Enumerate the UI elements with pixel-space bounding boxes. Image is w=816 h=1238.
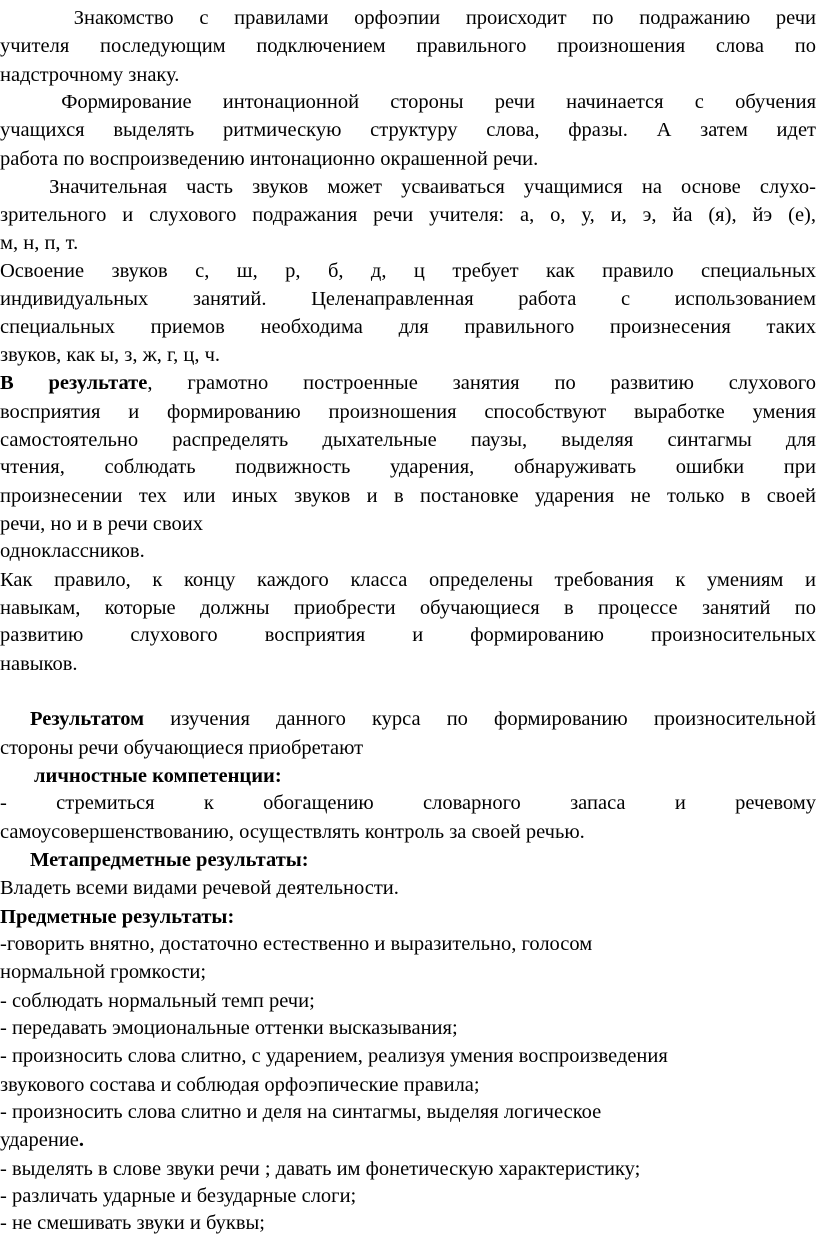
list-item: - произносить слова слитно, с ударением, реализуя умения воспроизведения: [0, 1045, 668, 1068]
text-line: зрительного и слухового подражания речи учителя: а, о, у, и, э, йа (я), йэ (е),: [0, 204, 816, 227]
bold-lead: Результатом: [30, 708, 145, 731]
text-line: надстрочному знаку.: [0, 63, 180, 86]
text-line: произнесении тех или иных звуков и в постановке ударения не только в своей: [0, 484, 816, 507]
list-item: -говорить внятно, достаточно естественно и выразительно, голосом: [0, 932, 593, 955]
list-item: - выделять в слове звуки речи ; давать им фонетическую характеристику;: [0, 1157, 641, 1180]
text-line: Владеть всеми видами речевой деятельности.: [0, 877, 399, 900]
text-line: работа по воспроизведению интонационно окрашенной речи.: [0, 147, 539, 170]
text-line: навыков.: [0, 652, 78, 675]
text-line: - стремиться к обогащению словарного запаса и речевому: [0, 792, 816, 815]
heading-subject: Предметные результаты:: [0, 905, 235, 928]
list-item: - различать ударные и безударные слоги;: [0, 1184, 357, 1207]
heading-meta: Метапредметные результаты:: [30, 848, 309, 871]
list-item: нормальной громкости;: [0, 961, 207, 984]
heading-personal: личностные компетенции:: [34, 764, 282, 787]
list-item: - соблюдать нормальный темп речи;: [0, 989, 315, 1012]
text-line: навыкам, которые должны приобрести обучающиеся в процессе занятий по: [0, 596, 816, 619]
text-line: Знакомство с правилами орфоэпии происходит по подражанию речи: [48, 7, 816, 29]
text-line: чтения, соблюдать подвижность ударения, обнаруживать ошибки при: [0, 456, 816, 479]
text-line: Результатом изучения данного курса по формированию произносительной: [30, 708, 816, 731]
text-line: Значительная часть звуков может усваиваться учащимися на основе слухо-: [30, 175, 816, 198]
text-line: звуков, как ы, з, ж, г, ц, ч.: [0, 343, 221, 366]
list-item: - произносить слова слитно и деля на синтагмы, выделяя логическое: [0, 1100, 602, 1123]
text-line: речи, но и в речи своих: [0, 512, 203, 535]
list-item: - не смешивать звуки и буквы;: [0, 1212, 265, 1235]
text-line: одноклассников.: [0, 540, 145, 563]
list-item: звукового состава и соблюдая орфоэпические правила;: [0, 1073, 480, 1096]
text-line: специальных приемов необходима для правильного произнесения таких: [0, 315, 816, 338]
text-line: развитию слухового восприятия и формированию произносительных: [0, 624, 816, 647]
text-line: стороны речи обучающиеся приобретают: [0, 736, 364, 759]
text-line: В результате, грамотно построенные занятия по развитию слухового: [0, 372, 816, 395]
bold-lead: В результате: [0, 372, 148, 395]
text-line: Освоение звуков с, ш, р, б, д, ц требует как правило специальных: [0, 259, 816, 282]
text-line: учащихся выделять ритмическую структуру слова, фразы. А затем идет: [0, 119, 816, 142]
text-line: м, н, п, т.: [0, 231, 79, 254]
text-line: самостоятельно распределять дыхательные паузы, выделяя синтагмы для: [0, 428, 816, 451]
text-line: индивидуальных занятий. Целенаправленная работа с использованием: [0, 288, 816, 311]
list-item: ударение.: [0, 1129, 85, 1152]
text-line: восприятия и формированию произношения способствуют выработке умения: [0, 400, 816, 423]
text-line: учителя последующим подключением правильного произношения слова по: [0, 35, 816, 58]
text-line: Как правило, к концу каждого класса определены требования к умениям и: [0, 568, 816, 591]
list-item: - передавать эмоциональные оттенки высказывания;: [0, 1016, 458, 1039]
text-line: самоусовершенствованию, осуществлять контроль за своей речью.: [0, 820, 585, 843]
text-line: Формирование интонационной стороны речи начинается с обучения: [30, 90, 816, 113]
